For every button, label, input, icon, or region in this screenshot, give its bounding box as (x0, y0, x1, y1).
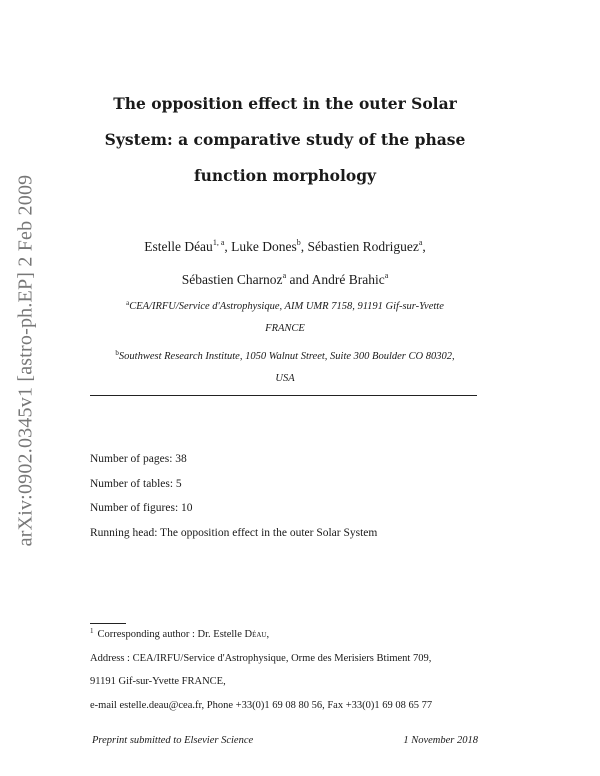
author-name: Sébastien Rodriguez (307, 239, 419, 254)
author-name: Sébastien Charnoz (181, 272, 283, 287)
author-separator: , (300, 239, 308, 254)
preprint-note: Preprint submitted to Elsevier Science (92, 735, 254, 746)
footnote-mark: 1 (90, 627, 94, 635)
author-affil-mark: 1, a (212, 238, 225, 247)
title-line-3: function morphology (193, 166, 377, 185)
manuscript-info (90, 447, 490, 545)
author-line-1 (90, 228, 480, 261)
figure-count: Number of figures: 10 (90, 502, 193, 514)
author-name: Luke Dones (231, 239, 297, 254)
table-count: Number of tables: 5 (90, 477, 182, 490)
author-separator: , (224, 239, 232, 254)
author-name: Estelle Déau (144, 239, 213, 254)
affiliation-a (92, 292, 478, 340)
footer-date: 1 November 2018 (403, 735, 478, 746)
page-count: Number of pages: 38 (90, 453, 187, 465)
arxiv-stamp (6, 160, 46, 560)
title-line-2: System: a comparative study of the phase (104, 130, 466, 149)
title-line-1: The opposition effect in the outer Solar (113, 94, 457, 113)
affiliation-country: USA (275, 373, 295, 384)
affiliation-mark: a (126, 299, 130, 307)
running-head: Running head: The opposition effect in the outer Solar System (90, 526, 378, 539)
author-separator: and (286, 272, 312, 287)
arxiv-stamp-text: arXiv:0902.0345v1 [astro-ph.EP] 2 Feb 2009 (14, 174, 37, 546)
corresponding-author-name: Déau (244, 629, 267, 640)
affiliation-mark: b (115, 349, 119, 357)
header-divider (90, 395, 477, 396)
author-name: André Brahic (311, 272, 385, 287)
author-affil-mark: a (384, 271, 389, 280)
author-affil-mark: a (282, 271, 287, 280)
affiliation-country: FRANCE (265, 323, 305, 334)
author-affil-mark: b (296, 238, 301, 247)
footnote (90, 620, 490, 717)
address-line-2: 91191 Gif-sur-Yvette FRANCE, (90, 676, 226, 687)
author-line-2 (90, 261, 480, 294)
affiliation-text: CEA/IRFU/Service d'Astrophysique, AIM UMR 7158, 91191 Gif-sur-Yvette (129, 301, 444, 312)
author-list (90, 228, 480, 294)
author-affil-mark: a (418, 238, 423, 247)
paper-title (90, 86, 480, 194)
page-footer (92, 735, 478, 746)
affiliation-b (92, 342, 478, 390)
address-line-1: Address : CEA/IRFU/Service d'Astrophysique, Orme des Merisiers Btiment 709, (90, 652, 432, 664)
corresponding-author: $^1$ Corresponding author : Dr. Estelle Déau, (90, 627, 270, 640)
affiliation-text: Southwest Research Institute, 1050 Walnut Street, Suite 300 Boulder CO 80302, (118, 351, 455, 362)
author-separator: , (422, 239, 426, 254)
contact-line: e-mail estelle.deau@cea.fr, Phone +33(0)1 69 08 80 56, Fax +33(0)1 69 08 65 77 (90, 699, 433, 711)
